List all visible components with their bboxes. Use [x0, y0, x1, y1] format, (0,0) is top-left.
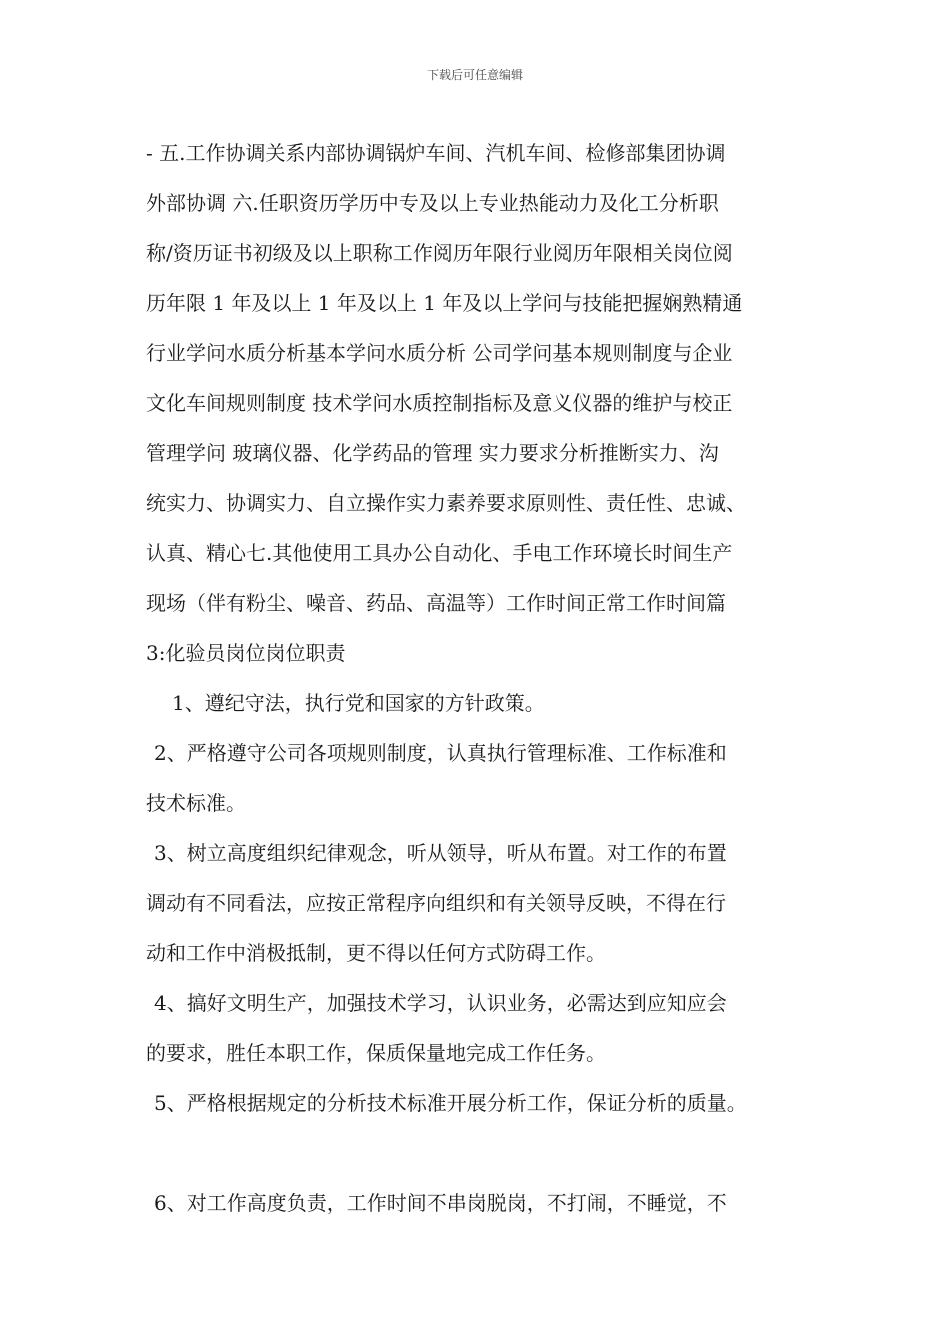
text-line: 管理学问 玻璃仪器、化学药品的管理 实力要求分析推断实力、沟 — [146, 441, 719, 465]
text-line: 外部协调 六.任职资历学历中专及以上专业热能动力及化工分析职 — [146, 191, 719, 215]
text-line: 文化车间规则制度 技术学问水质控制指标及意义仪器的维护与校正 — [146, 391, 733, 415]
list-item-3: 3、树立高度组织纪律观念，听从领导，听从布置。对工作的布置 — [154, 841, 727, 865]
text-line: 3:化验员岗位岗位职责 — [146, 641, 346, 665]
text-line: 称/资历证书初级及以上职称工作阅历年限行业阅历年限相关岗位阅 — [146, 241, 733, 265]
text-line: - 五.工作协调关系内部协调锅炉车间、汽机车间、检修部集团协调 — [146, 141, 726, 165]
page-header: 下载后可任意编辑 — [426, 68, 523, 82]
list-item-3-cont: 动和工作中消极抵制，更不得以任何方式防碍工作。 — [146, 941, 606, 965]
list-item-1: 1、遵纪守法，执行党和国家的方针政策。 — [172, 691, 545, 715]
text-line: 现场（伴有粉尘、噪音、药品、高温等）工作时间正常工作时间篇 — [146, 591, 726, 615]
list-item-2: 2、严格遵守公司各项规则制度，认真执行管理标准、工作标准和 — [154, 741, 727, 765]
document-body — [146, 128, 826, 1228]
list-item-6: 6、对工作高度负责，工作时间不串岗脱岗，不打闹，不睡觉，不 — [154, 1191, 727, 1215]
list-item-2-cont: 技术标准。 — [146, 791, 246, 815]
text-line: 统实力、协调实力、自立操作实力素养要求原则性、责任性、忠诚、 — [146, 491, 746, 515]
text-line: 认真、精心七.其他使用工具办公自动化、手电工作环境长时间生产 — [146, 541, 733, 565]
list-item-4: 4、搞好文明生产，加强技术学习，认识业务，必需达到应知应会 — [154, 991, 727, 1015]
list-item-5: 5、严格根据规定的分析技术标准开展分析工作，保证分析的质量。 — [154, 1091, 747, 1115]
text-line: 历年限 1 年及以上 1 年及以上 1 年及以上学问与技能把握娴熟精通 — [146, 291, 743, 315]
text-line: 行业学问水质分析基本学问水质分析 公司学问基本规则制度与企业 — [146, 341, 733, 365]
paragraph-gap — [146, 1128, 826, 1178]
list-item-4-cont: 的要求，胜任本职工作，保质保量地完成工作任务。 — [146, 1041, 606, 1065]
list-item-3-cont: 调动有不同看法，应按正常程序向组织和有关领导反映，不得在行 — [146, 891, 726, 915]
